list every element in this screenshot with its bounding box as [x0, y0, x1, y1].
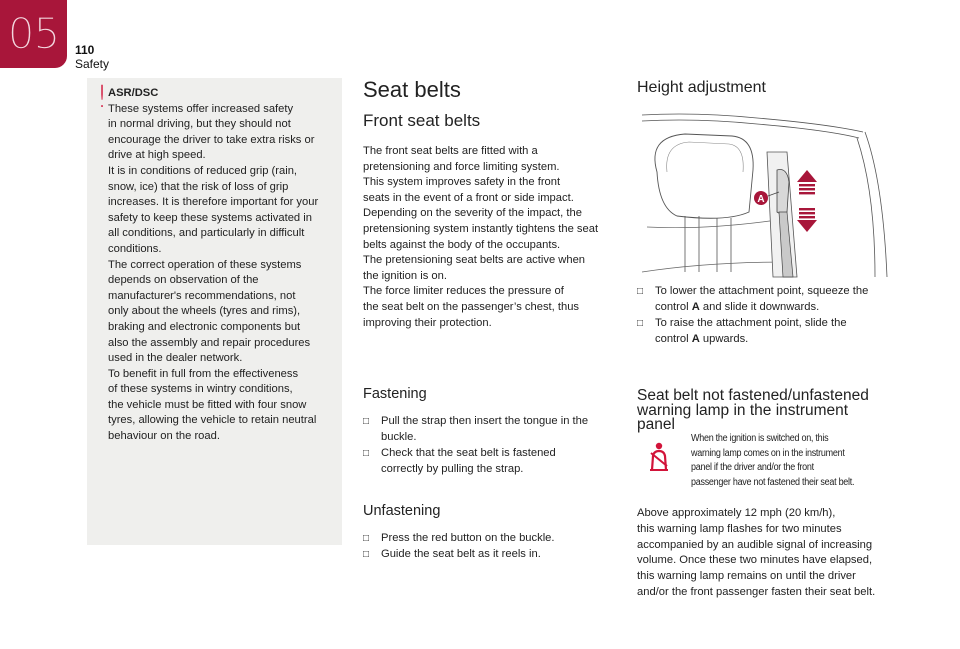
- warning-line: drive at high speed.: [108, 149, 206, 162]
- list-item-text: Pull the strap then insert the tongue in the: [381, 415, 589, 428]
- text-line: improving their protection.: [363, 316, 492, 329]
- list-item-text: Guide the seat belt as it reels in.: [381, 548, 541, 561]
- checkbox-bullet-icon: □: [363, 532, 370, 544]
- page-title: Seat belts: [363, 77, 461, 102]
- warning-lamp-row: [637, 432, 897, 492]
- list-item-text: buckle.: [381, 430, 417, 443]
- control-label: A: [691, 332, 700, 345]
- warning-line: To benefit in full from the effectiveness: [108, 367, 299, 380]
- page-number: 110: [75, 43, 95, 57]
- warning-title: ASR/DSC: [108, 87, 159, 99]
- checkbox-bullet-icon: □: [363, 448, 370, 460]
- front-seat-belts-text: [363, 144, 621, 331]
- list-item: [363, 547, 621, 563]
- warning-line: in normal driving, but they should not: [108, 118, 291, 131]
- list-item: [363, 446, 621, 477]
- warning-line: It is in conditions of reduced grip (rain,: [108, 164, 298, 177]
- warning-lamp-heading: [637, 389, 899, 433]
- height-adjustment-heading: Height adjustment: [637, 79, 766, 96]
- warning-line: used in the dealer network.: [108, 352, 243, 365]
- warning-line: behaviour on the road.: [108, 430, 220, 443]
- checkbox-bullet-icon: □: [637, 318, 644, 330]
- list-item-text: To raise the attachment point, slide the: [655, 317, 847, 330]
- text-line: pretensioning and force limiting system.: [363, 160, 560, 173]
- text-line: This system improves safety in the front: [363, 176, 561, 189]
- warning-line: tyres, allowing the vehicle to retain neutral: [108, 414, 317, 427]
- warning-line: the vehicle must be fitted with four snow: [108, 398, 307, 411]
- text-line: The front seat belts are fitted with a: [363, 145, 538, 157]
- exclamation-icon: !: [96, 80, 109, 115]
- text-line: this warning lamp flashes for two minutes: [637, 522, 842, 535]
- list-item: [637, 284, 897, 315]
- heading-line: warning lamp in the instrument: [637, 401, 849, 419]
- warning-line: The correct operation of these systems: [108, 258, 302, 271]
- heading-line: panel: [637, 416, 675, 433]
- control-label: A: [691, 300, 700, 313]
- text-line: passenger have not fastened their seat belt.: [691, 476, 855, 488]
- callout-a-label: A: [757, 194, 765, 205]
- seatbelt-warning-icon: [646, 442, 672, 472]
- list-item: [637, 316, 897, 347]
- list-item-text: Check that the seat belt is fastened: [381, 447, 556, 460]
- warning-line: only about the wheels (tyres and rims),: [108, 305, 301, 318]
- warning-line: depends on observation of the: [108, 274, 259, 287]
- warning-text: [108, 86, 338, 445]
- height-adjustment-section: [637, 78, 897, 98]
- height-adjustment-list: [637, 284, 897, 348]
- warning-line: conditions.: [108, 242, 162, 255]
- checkbox-bullet-icon: □: [363, 549, 370, 561]
- warning-line: snow, ice) that the risk of loss of grip: [108, 180, 289, 193]
- list-item-text: upwards.: [699, 332, 749, 345]
- chapter-number: 05: [7, 9, 60, 58]
- text-line: Depending on the severity of the impact, the: [363, 207, 582, 220]
- seat-belt-height-illustration: [637, 112, 892, 280]
- warning-box: [87, 78, 342, 545]
- warning-line: manufacturer's recommendations, not: [108, 289, 296, 302]
- section-name: Safety: [75, 57, 110, 71]
- list-item-text: control: [655, 332, 692, 345]
- text-line: the ignition is on.: [363, 269, 447, 282]
- warning-line: encourage the driver to take extra risks or: [108, 133, 315, 146]
- front-seat-belts-heading: Front seat belts: [363, 111, 481, 130]
- text-line: pretensioning system instantly tightens the seat: [363, 222, 599, 235]
- list-item-text: and slide it downwards.: [699, 300, 820, 313]
- unfastening-heading: Unfastening: [363, 502, 441, 519]
- text-line: belts against the body of the occupants.: [363, 238, 561, 251]
- list-item-text: correctly by pulling the strap.: [381, 462, 524, 475]
- text-line: panel if the driver and/or the front: [691, 462, 814, 474]
- text-line: warning lamp comes on in the instrument: [691, 447, 845, 459]
- text-line: the seat belt on the passenger’s chest, thus: [363, 300, 580, 313]
- warning-line: also the assembly and repair procedures: [108, 336, 311, 349]
- checkbox-bullet-icon: □: [637, 286, 644, 297]
- warning-line: These systems offer increased safety: [108, 102, 294, 115]
- text-line: and/or the front passenger fasten their seat belt.: [637, 585, 876, 598]
- warning-line: braking and electronic components but: [108, 320, 301, 333]
- text-line: Above approximately 12 mph (20 km/h),: [637, 507, 836, 519]
- list-item-text: Press the red button on the buckle.: [381, 531, 555, 544]
- text-line: The force limiter reduces the pressure of: [363, 285, 564, 298]
- list-item: [363, 414, 621, 445]
- warning-line: of these systems in wintry conditions,: [108, 383, 293, 396]
- warning-line: safety to keep these systems activated in: [108, 211, 312, 224]
- text-line: seats in the event of a front or side impact.: [363, 191, 574, 204]
- fastening-list: [363, 414, 621, 477]
- text-line: volume. Once these two minutes have elapsed,: [637, 554, 873, 567]
- text-line: When the ignition is switched on, this: [691, 433, 829, 444]
- heading-line: Seat belt not fastened/unfastened: [637, 387, 869, 404]
- text-line: The pretensioning seat belts are active when: [363, 254, 586, 267]
- list-item: [363, 531, 621, 547]
- text-line: this warning lamp remains on until the driver: [637, 570, 856, 583]
- list-item-text: control: [655, 300, 692, 313]
- list-item-text: To lower the attachment point, squeeze the: [655, 285, 869, 297]
- unfastening-list: [363, 531, 621, 563]
- chapter-tab: [0, 0, 67, 68]
- checkbox-bullet-icon: □: [363, 416, 370, 428]
- warning-lamp-body: [637, 506, 899, 601]
- warning-line: increases. It is therefore important for your: [108, 196, 319, 209]
- warning-line: all conditions, and particularly in difficult: [108, 227, 305, 240]
- fastening-heading: Fastening: [363, 386, 427, 403]
- warning-lamp-description: [691, 432, 876, 490]
- seat-belts-column: [363, 78, 621, 564]
- text-line: accompanied by an audible signal of increasing: [637, 538, 873, 551]
